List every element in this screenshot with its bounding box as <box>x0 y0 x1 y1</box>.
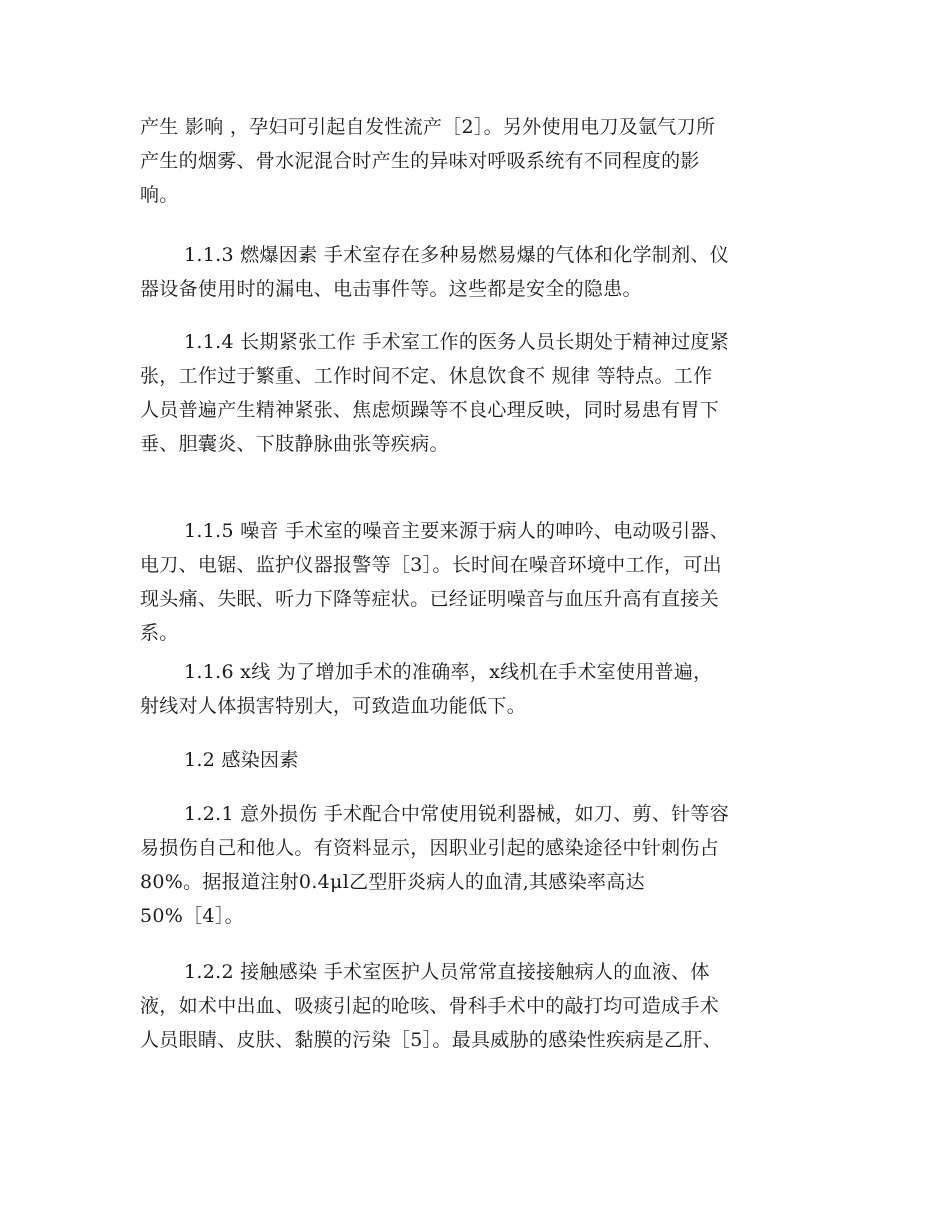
text-line: 现头痛、失眠、听力下降等症状。已经证明噪音与血压升高有直接关 <box>140 588 720 610</box>
text-line: 响。 <box>140 184 179 206</box>
text-line: 电刀、电锯、监护仪器报警等［3］。长时间在噪音环境中工作，可出 <box>140 554 722 576</box>
text-line: 射线对人体损害特别大，可致造血功能低下。 <box>140 695 527 717</box>
text-line: 1.2.1 意外损伤 手术配合中常使用锐利器械，如刀、剪、针等容 <box>184 803 730 825</box>
paragraph <box>140 514 810 650</box>
paragraph <box>140 238 810 306</box>
text-line: 器设备使用时的漏电、电击事件等。这些都是安全的隐患。 <box>140 278 642 300</box>
text-line: 1.1.6 x线 为了增加手术的准确率，x线机在手术室使用普遍， <box>184 661 713 683</box>
section-heading <box>140 743 810 777</box>
text-line: 人员眼睛、皮肤、黏膜的污染［5］。最具威胁的感染性疾病是乙肝、 <box>140 1029 722 1051</box>
paragraph <box>140 955 810 1057</box>
text-line: 产生 影响 ，孕妇可引起自发性流产［2］。另外使用电刀及氩气刀所 <box>140 116 716 138</box>
text-line: 产生的烟雾、骨水泥混合时产生的异味对呼吸系统有不同程度的影 <box>140 150 700 172</box>
text-line: 1.2 感染因素 <box>184 749 299 771</box>
paragraph <box>140 110 810 212</box>
text-line: 人员普遍产生精神紧张、焦虑烦躁等不良心理反映，同时易患有胃下 <box>140 399 720 421</box>
text-line: 1.1.5 噪音 手术室的噪音主要来源于病人的呻吟、电动吸引器、 <box>184 520 730 542</box>
paragraph <box>140 655 810 723</box>
text-line: 系。 <box>140 622 179 644</box>
text-line: 液，如术中出血、吸痰引起的呛咳、骨科手术中的敲打均可造成手术 <box>140 995 720 1017</box>
text-line: 张，工作过于繁重、工作时间不定、休息饮食不 规律 等特点。工作 <box>140 365 713 387</box>
text-line: 1.1.3 燃爆因素 手术室存在多种易燃易爆的气体和化学制剂、仪 <box>184 244 730 266</box>
text-line: 垂、胆囊炎、下肢静脉曲张等疾病。 <box>140 433 449 455</box>
text-line: 1.1.4 长期紧张工作 手术室工作的医务人员长期处于精神过度紧 <box>184 331 730 353</box>
text-line: 1.2.2 接触感染 手术室医护人员常常直接接触病人的血液、体 <box>184 961 710 983</box>
paragraph <box>140 325 810 461</box>
text-line: 易损伤自己和他人。有资料显示，因职业引起的感染途径中针刺伤占 <box>140 837 720 859</box>
text-line: 80%。据报道注射0.4μl乙型肝炎病人的血清,其感染率高达 <box>140 871 645 893</box>
text-line: 50%［4］。 <box>140 905 244 927</box>
paragraph <box>140 797 810 933</box>
